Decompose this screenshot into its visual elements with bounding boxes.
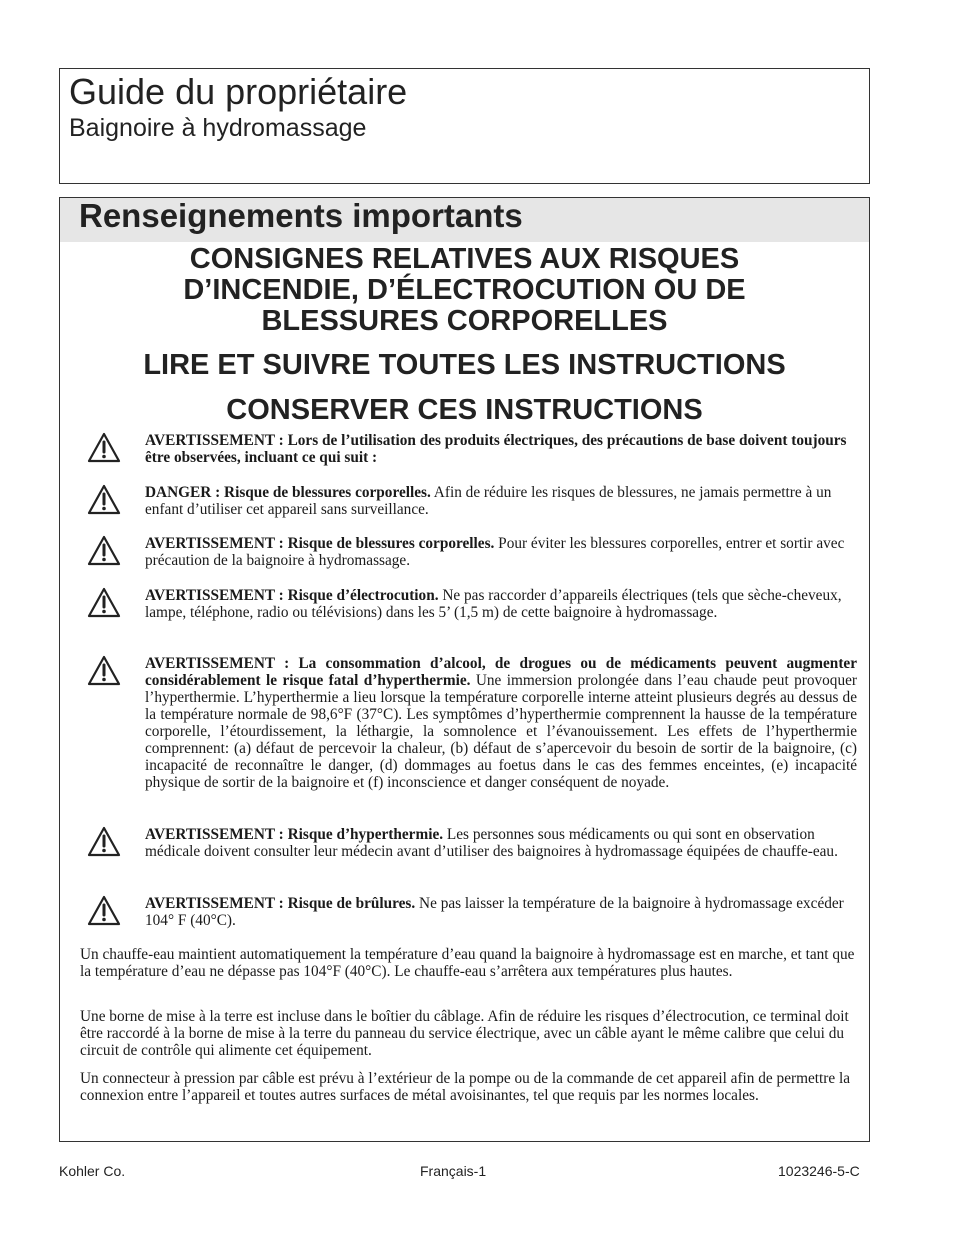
warning-text: Ne pas raccorder d’appareils électriques (tels que sèche-cheveux, lampe, téléphone, radio ou télévisions) dans les 5’ (1,5 m) de cette baignoire à hydromassage.: [145, 587, 842, 621]
page-subtitle: Baignoire à hydromassage: [69, 114, 367, 142]
warning-electrocution: [145, 587, 857, 621]
warning-label: AVERTISSEMENT : Risque de blessures corporelles.: [145, 535, 495, 552]
warning-triangle-icon: [87, 535, 121, 567]
warning-triangle-icon: [87, 895, 121, 927]
section-title: Renseignements importants: [79, 197, 523, 234]
risk-heading-line-1: CONSIGNES RELATIVES AUX RISQUES: [189, 243, 740, 275]
warning-label: AVERTISSEMENT : Lors de l’utilisation des produits électriques, des précautions de base doivent toujours être observées, incluant ce qui suit :: [145, 432, 847, 466]
risk-heading-line-3: BLESSURES CORPORELLES: [261, 305, 668, 337]
warning-text: Les personnes sous médicaments ou qui sont en observation médicale doivent consulter leur médecin avant d’utiliser des baignoires à hydromassage équipées de chauffe-eau.: [145, 826, 838, 860]
important-info-box: [59, 197, 870, 1142]
footer-page-number: Français-1: [420, 1163, 487, 1179]
warning-triangle-icon: [87, 432, 121, 464]
paragraph-grounding: Une borne de mise à la terre est incluse dans le boîtier du câblage. Afin de réduire les risques d’électrocution, ce terminal doit être raccordé à la borne de mise à la terre du panneau du service électrique, avec un câble ayant le même calibre que celui du circuit de contrôle qui alimente cet équipement.: [80, 1008, 849, 1059]
paragraph-connector: Un connecteur à pression par câble est prévu à l’extérieur de la pompe ou de la commande de cet appareil afin de permettre la connexion entre l’appareil et toutes autres surfaces de métal avoisinantes, tel que requis par les normes locales.: [80, 1070, 851, 1104]
warning-injury-entry: [145, 535, 857, 569]
warning-label: DANGER : Risque de blessures corporelles.: [145, 484, 431, 501]
warning-text: Une immersion prolongée dans l’eau chaude peut provoquer l’hyperthermie. L’hyperthermie a lieu lorsque la température corporelle interne atteint plusieurs degrés au dessus de la température normale de 98,6°F (37°C). Les symptômes d’hyperthermie comprennent la hausse de la température corporelle, l’étourdissement, la léthargie, la somnolence et l’évanouissement. Les effets de l’hyperthermie comprennent: (a) défaut de percevoir la chaleur, (b) défaut de s’apercevoir du besoin de sortir de la baignoire, (c) incapacité de reconnaître le danger, (d) dommages au foetus dans le cas des femmes enceintes, (e) incapacité physique de sortir de la baignoire et (f) inconscience et danger conséquent de noyade.: [145, 672, 857, 791]
warning-label: AVERTISSEMENT : La consommation d’alcool, de drogues ou de médicaments peuvent augmenter considérablement le risque fatal d’hyperthermie.: [145, 655, 857, 689]
warning-triangle-icon: [87, 587, 121, 619]
warning-hyperthermia-medical: [145, 826, 857, 860]
title-box: [59, 68, 870, 184]
keep-instructions-heading: CONSERVER CES INSTRUCTIONS: [226, 394, 703, 426]
footer-doc-number: 1023246-5-C: [778, 1163, 860, 1179]
read-instructions-heading: LIRE ET SUIVRE TOUTES LES INSTRUCTIONS: [143, 349, 786, 381]
danger-child-injury: [145, 484, 857, 518]
paragraph-heater: Un chauffe-eau maintient automatiquement la température d’eau quand la baignoire à hydromassage est en marche, et tant que la température d’eau ne dépasse pas 104°F (40°C). Le chauffe-eau s’arrêtera aux températures plus hautes.: [80, 946, 855, 980]
warning-text: Ne pas laisser la température de la baignoire à hydromassage excéder 104° F (40°C).: [145, 895, 844, 929]
warning-basic-precautions: [145, 432, 857, 466]
warning-triangle-icon: [87, 655, 121, 687]
page-title: Guide du propriétaire: [69, 71, 408, 112]
warning-label: AVERTISSEMENT : Risque d’hyperthermie.: [145, 826, 444, 843]
warning-text: Afin de réduire les risques de blessures, ne jamais permettre à un enfant d’utiliser cet appareil sans surveillance.: [145, 484, 832, 518]
warning-label: AVERTISSEMENT : Risque d’électrocution.: [145, 587, 439, 604]
warning-text: Pour éviter les blessures corporelles, entrer et sortir avec précaution de la baignoire à hydromassage.: [145, 535, 845, 569]
footer-company: Kohler Co.: [59, 1163, 126, 1179]
warning-alcohol-hyperthermia: [145, 655, 857, 791]
warning-label: AVERTISSEMENT : Risque de brûlures.: [145, 895, 416, 912]
warning-triangle-icon: [87, 826, 121, 858]
risk-heading-line-2: D’INCENDIE, D’ÉLECTROCUTION OU DE: [183, 274, 746, 306]
risk-heading: [60, 244, 869, 337]
warning-burns: [145, 895, 857, 929]
warning-triangle-icon: [87, 484, 121, 516]
section-header-band: [60, 198, 869, 242]
